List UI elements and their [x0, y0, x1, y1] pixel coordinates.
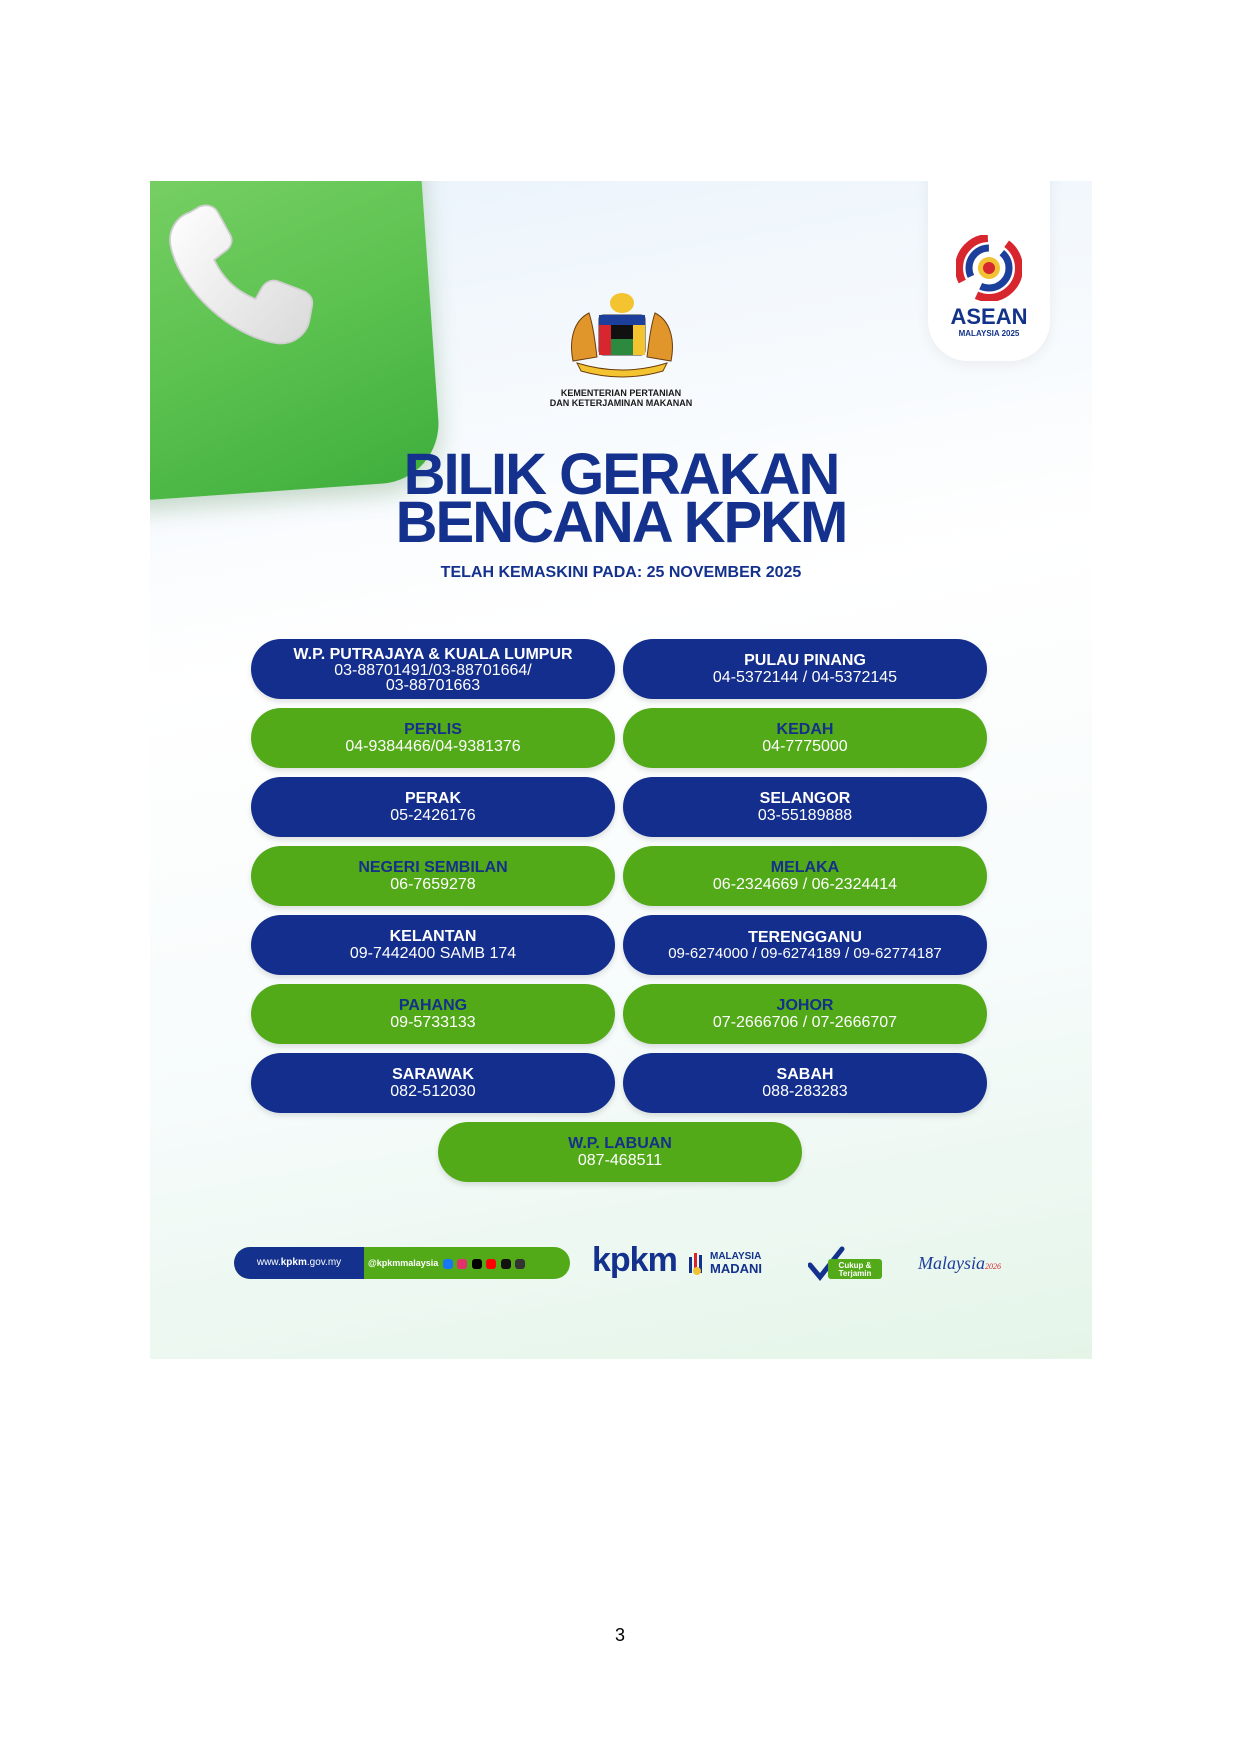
phone-number[interactable]: 06-7659278 — [390, 875, 476, 893]
title-line-2: BENCANA KPKM — [395, 490, 847, 555]
website-link[interactable] — [234, 1247, 364, 1279]
youtube-icon[interactable] — [486, 1259, 496, 1269]
madani-mark-icon — [688, 1251, 706, 1275]
contact-card-pahang — [251, 984, 615, 1044]
x-icon[interactable] — [472, 1259, 482, 1269]
contact-card-putrajaya-kl — [251, 639, 615, 699]
facebook-icon[interactable] — [443, 1259, 453, 1269]
region-name: W.P. LABUAN — [568, 1134, 672, 1152]
cukup-terjamin-logo-icon — [808, 1245, 884, 1285]
contact-card-sabah — [623, 1053, 987, 1113]
social-handle[interactable]: @kpkmmalaysia — [368, 1258, 439, 1268]
updated-date: TELAH KEMASKINI PADA: 25 NOVEMBER 2025 — [440, 564, 802, 581]
social-links — [368, 1247, 568, 1279]
cukup-line-2: Terjamin — [838, 1269, 872, 1278]
kpkm-logo: kpkm — [592, 1241, 677, 1279]
contact-card-sarawak — [251, 1053, 615, 1113]
region-name: PERLIS — [404, 720, 462, 738]
visit-year: 2026 — [985, 1262, 1001, 1271]
contact-card-melaka — [623, 846, 987, 906]
tiktok-icon[interactable] — [501, 1259, 511, 1269]
phone-number[interactable]: 04-5372144 / 04-5372145 — [712, 668, 898, 686]
contact-card-kedah — [623, 708, 987, 768]
region-name: KEDAH — [776, 720, 834, 738]
contact-card-selangor — [623, 777, 987, 837]
region-name: TERENGGANU — [748, 928, 862, 946]
phone-number[interactable]: 03-88701491/03-88701664/ — [334, 661, 532, 679]
phone-number[interactable]: 088-283283 — [762, 1082, 848, 1100]
ministry-name — [450, 388, 792, 408]
phone-number[interactable]: 05-2426176 — [390, 806, 476, 824]
region-name: W.P. PUTRAJAYA & KUALA LUMPUR — [293, 645, 573, 663]
phone-number[interactable]: 04-7775000 — [762, 737, 848, 755]
instagram-icon[interactable] — [457, 1259, 467, 1269]
region-name: JOHOR — [776, 996, 834, 1014]
phone-number[interactable]: 07-2666706 / 07-2666707 — [712, 1013, 898, 1031]
madani-line-2: MADANI — [710, 1261, 762, 1276]
region-name: PULAU PINANG — [744, 651, 866, 669]
ministry-line-2: DAN KETERJAMINAN MAKANAN — [549, 398, 693, 408]
phone-number[interactable]: 09-6274000 / 09-6274189 / 09-62774187 — [668, 944, 942, 962]
ministry-line-1: KEMENTERIAN PERTANIAN — [560, 388, 682, 398]
asean-card — [928, 181, 1050, 361]
asean-sublabel: MALAYSIA 2025 — [958, 329, 1020, 338]
visit-malaysia-logo — [918, 1253, 1001, 1274]
region-name: NEGERI SEMBILAN — [358, 858, 508, 876]
asean-label: ASEAN — [950, 304, 1028, 329]
phone-number[interactable]: 06-2324669 / 06-2324414 — [712, 875, 898, 893]
page-title — [300, 442, 942, 555]
madani-logo — [710, 1251, 762, 1276]
contact-card-kelantan — [251, 915, 615, 975]
phone-number-2[interactable]: 03-88701663 — [385, 676, 481, 694]
phone-number[interactable]: 09-5733133 — [390, 1013, 476, 1031]
contact-card-labuan — [438, 1122, 802, 1182]
website-suffix: .gov.my — [306, 1257, 342, 1268]
contact-card-pulau-pinang — [623, 639, 987, 699]
cukup-line-1: Cukup & — [838, 1261, 872, 1270]
region-name: MELAKA — [770, 858, 840, 876]
region-name: SABAH — [776, 1065, 834, 1083]
visit-label: Malaysia — [918, 1253, 985, 1273]
phone-number[interactable]: 03-55189888 — [757, 806, 853, 824]
phone-number[interactable]: 04-9384466/04-9381376 — [345, 737, 521, 755]
region-name: SELANGOR — [759, 789, 851, 807]
contact-card-terengganu — [623, 915, 987, 975]
contact-card-perak — [251, 777, 615, 837]
phone-icon — [150, 182, 337, 369]
footer-logos — [234, 1241, 1001, 1287]
poster — [150, 181, 1092, 1359]
asean-logo-icon — [956, 235, 1022, 301]
region-name: KELANTAN — [389, 927, 477, 945]
contact-card-johor — [623, 984, 987, 1044]
phone-number[interactable]: 087-468511 — [577, 1151, 663, 1169]
region-name: PERAK — [404, 789, 461, 807]
threads-icon[interactable] — [515, 1259, 525, 1269]
title-line-1: BILIK GERAKAN — [403, 442, 839, 507]
contact-card-perlis — [251, 708, 615, 768]
contact-card-negeri-sembilan — [251, 846, 615, 906]
region-name: PAHANG — [398, 996, 468, 1014]
website-domain: kpkm — [280, 1257, 307, 1268]
region-name: SARAWAK — [392, 1065, 474, 1083]
website-prefix: www. — [256, 1257, 281, 1268]
coat-of-arms-icon — [559, 291, 685, 379]
phone-number[interactable]: 082-512030 — [390, 1082, 476, 1100]
madani-line-1: MALAYSIA — [710, 1251, 762, 1262]
website-social-pill — [234, 1247, 570, 1279]
phone-number[interactable]: 09-7442400 SAMB 174 — [349, 944, 517, 962]
page-number: 3 — [614, 1625, 625, 1645]
